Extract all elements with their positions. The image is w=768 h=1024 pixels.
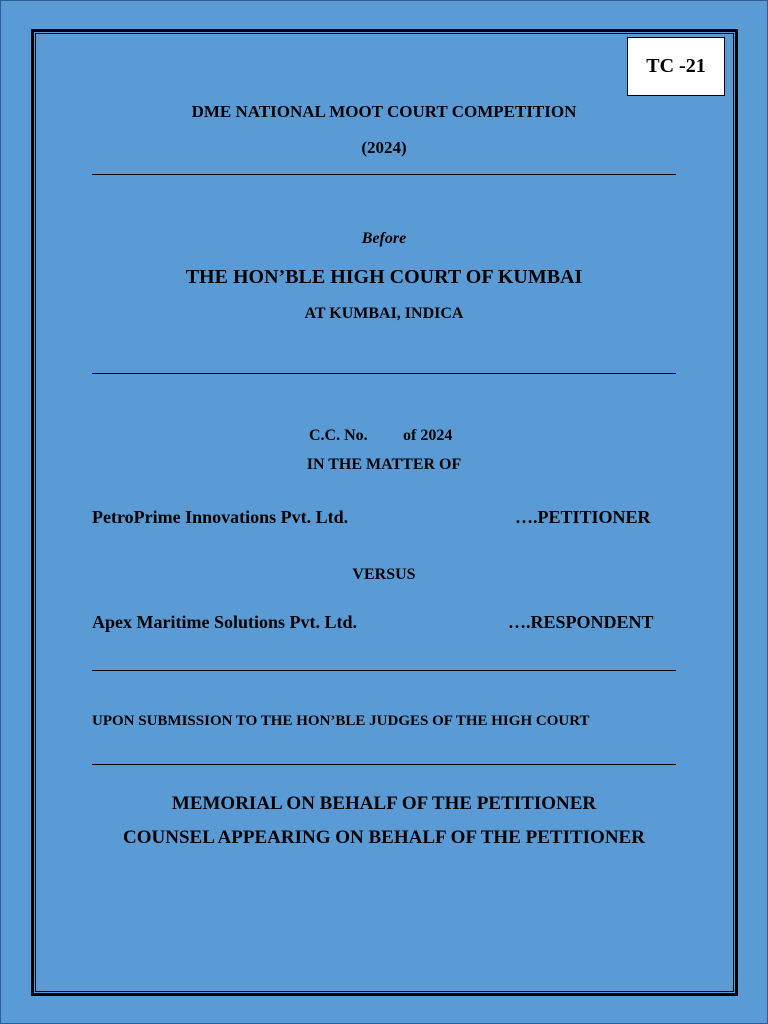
versus-label: VERSUS xyxy=(352,566,416,583)
divider xyxy=(92,670,676,671)
counsel-line: COUNSEL APPEARING ON BEHALF OF THE PETITIONER xyxy=(123,827,645,848)
competition-year: (2024) xyxy=(361,138,407,157)
submission-text: UPON SUBMISSION TO THE HON’BLE JUDGES OF THE HIGH COURT xyxy=(92,713,590,729)
case-number-label: C.C. No. xyxy=(309,427,368,444)
team-code-box xyxy=(627,37,725,96)
before-label: Before xyxy=(361,230,407,247)
submission-row xyxy=(92,713,676,733)
respondent-row xyxy=(92,612,676,636)
respondent-role: ….RESPONDENT xyxy=(508,612,654,632)
divider xyxy=(92,174,676,175)
petitioner-role: ….PETITIONER xyxy=(515,507,651,527)
court-location: AT KUMBAI, INDICA xyxy=(304,305,464,322)
petitioner-row xyxy=(92,507,676,531)
court-name: THE HON’BLE HIGH COURT OF KUMBAI xyxy=(185,266,583,288)
divider xyxy=(92,764,676,765)
memorial-title: MEMORIAL ON BEHALF OF THE PETITIONER xyxy=(171,793,597,814)
in-the-matter-of: IN THE MATTER OF xyxy=(306,456,462,473)
competition-title: DME NATIONAL MOOT COURT COMPETITION xyxy=(191,102,577,121)
case-number-year: of 2024 xyxy=(403,427,453,444)
petitioner-name: PetroPrime Innovations Pvt. Ltd. xyxy=(92,507,349,527)
divider xyxy=(92,373,676,374)
team-code: TC -21 xyxy=(646,55,706,77)
respondent-name: Apex Maritime Solutions Pvt. Ltd. xyxy=(92,612,357,632)
